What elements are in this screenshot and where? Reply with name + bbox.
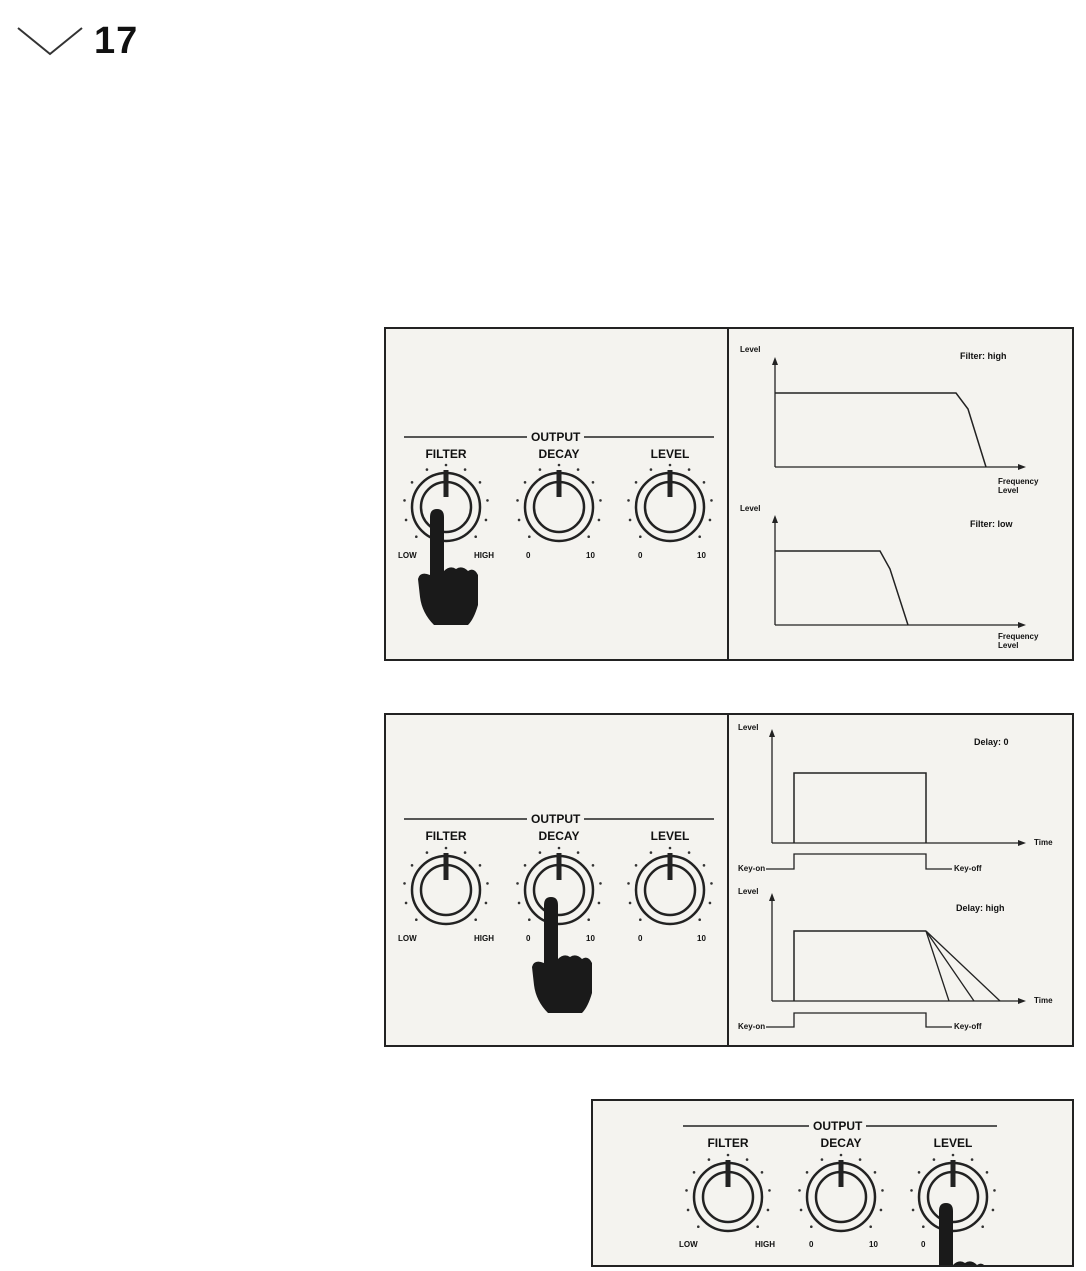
filter-knob-label: FILTER	[707, 1136, 749, 1150]
delay-zero-key-on-label: Key-on	[738, 864, 766, 873]
filter-min-label: LOW	[679, 1240, 698, 1249]
filter-knob[interactable]	[403, 464, 489, 541]
decay-max-label: 10	[586, 551, 595, 560]
decay-min-label: 0	[809, 1240, 814, 1249]
delay-zero-y-axis-label: Level	[738, 723, 759, 732]
level-knob-label: LEVEL	[933, 1136, 973, 1150]
filter-panel	[384, 327, 1074, 661]
level-min-label: 0	[638, 551, 643, 560]
filter-max-label: HIGH	[474, 934, 494, 943]
filter-high-graph	[772, 357, 1026, 470]
decay-min-label: 0	[526, 934, 531, 943]
panel-divider	[727, 715, 729, 1045]
filter-high-caption: Filter: high	[960, 351, 1007, 361]
filter-knob[interactable]	[403, 847, 489, 924]
level-max-label: 10	[697, 934, 706, 943]
level-knob-label: LEVEL	[650, 447, 690, 461]
page-number-text: 17	[94, 20, 139, 62]
level-max-label: 10	[697, 551, 706, 560]
filter-max-label: HIGH	[755, 1240, 775, 1249]
decay-knob[interactable]	[516, 847, 602, 924]
level-knob[interactable]	[627, 847, 713, 924]
delay-zero-caption: Delay: 0	[974, 737, 1009, 747]
output-section-label: OUTPUT	[809, 1119, 866, 1133]
decay-knob-label: DECAY	[820, 1136, 862, 1150]
filter-high-y-axis-label: Level	[740, 345, 761, 354]
filter-high-x-axis-label: Frequency Level	[998, 477, 1039, 495]
filter-knob[interactable]	[685, 1154, 771, 1231]
delay-high-caption: Delay: high	[956, 903, 1005, 913]
delay-high-key-off-label: Key-off	[954, 1022, 982, 1031]
filter-low-x-axis-label: Frequency Level	[998, 632, 1039, 650]
filter-min-label: LOW	[398, 934, 417, 943]
delay-zero-x-axis-label: Time	[1034, 838, 1053, 847]
panel-divider	[727, 329, 729, 659]
filter-low-graph	[772, 515, 1026, 628]
decay-min-label: 0	[526, 551, 531, 560]
level-min-label: 0	[921, 1240, 926, 1249]
decay-knob-label: DECAY	[538, 447, 580, 461]
filter-knob-label: FILTER	[425, 829, 467, 843]
page-number	[10, 16, 150, 66]
output-section-label: OUTPUT	[527, 430, 584, 444]
decay-knob[interactable]	[798, 1154, 884, 1231]
filter-knob-label: FILTER	[425, 447, 467, 461]
filter-max-label: HIGH	[474, 551, 494, 560]
decay-max-label: 10	[586, 934, 595, 943]
decay-panel	[384, 713, 1074, 1047]
output-section-label: OUTPUT	[527, 812, 584, 826]
delay-high-y-axis-label: Level	[738, 887, 759, 896]
decay-knob[interactable]	[516, 464, 602, 541]
level-knob[interactable]	[627, 464, 713, 541]
level-panel	[591, 1099, 1074, 1267]
delay-high-x-axis-label: Time	[1034, 996, 1053, 1005]
filter-low-caption: Filter: low	[970, 519, 1013, 529]
level-knob-label: LEVEL	[650, 829, 690, 843]
decay-max-label: 10	[869, 1240, 878, 1249]
delay-zero-graph	[766, 729, 1026, 869]
delay-zero-key-off-label: Key-off	[954, 864, 982, 873]
decay-knob-label: DECAY	[538, 829, 580, 843]
filter-low-y-axis-label: Level	[740, 504, 761, 513]
level-min-label: 0	[638, 934, 643, 943]
filter-min-label: LOW	[398, 551, 417, 560]
delay-high-graph	[766, 893, 1026, 1027]
delay-high-key-on-label: Key-on	[738, 1022, 766, 1031]
